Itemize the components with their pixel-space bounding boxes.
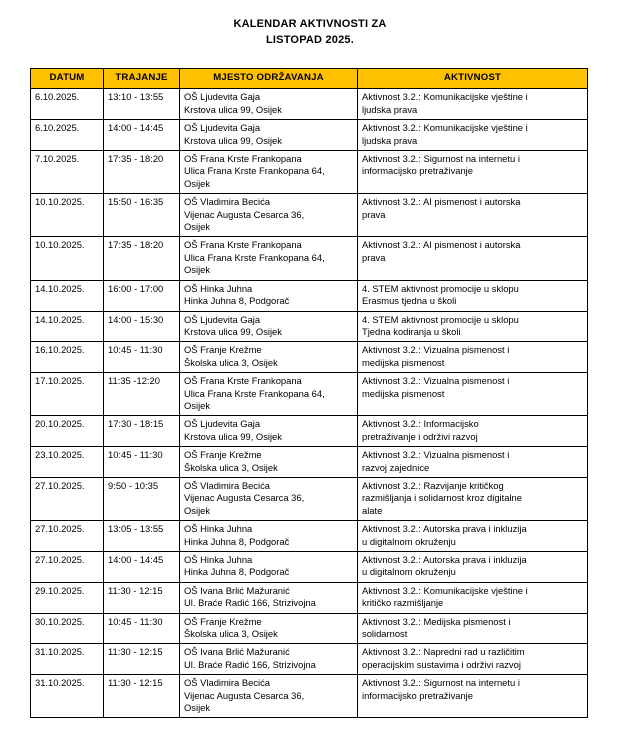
cell-mjesto [180,237,358,280]
cell-mjesto-line: Vijenac Augusta Cesarca 36, [184,492,305,504]
table-row [31,373,588,416]
cell-mjesto-line: OŠ Vladimira Becića [184,479,270,491]
cell-aktivnost [358,675,588,718]
cell-datum: 17.10.2025. [31,373,104,416]
cell-trajanje: 11:30 - 12:15 [104,644,180,675]
cell-mjesto-line: OŠ Ljudevita Gaja [184,313,261,325]
cell-mjesto-line: OŠ Frana Krste Frankopana [184,153,302,165]
cell-mjesto [180,342,358,373]
column-header-aktivnost: AKTIVNOST [358,69,588,89]
table-row [31,582,588,613]
cell-aktivnost-line: Aktivnost 3.2.: Komunikacijske vještine i [362,584,528,596]
cell-aktivnost [358,521,588,552]
cell-trajanje: 11:30 - 12:15 [104,675,180,718]
cell-aktivnost-line: Aktivnost 3.2.: Autorska prava i inkluzija [362,523,527,535]
cell-mjesto-line: OŠ Hinka Juhna [184,523,253,535]
cell-aktivnost-line: Aktivnost 3.2.: Razvijanje kritičkog [362,479,504,491]
column-header-datum: DATUM [31,69,104,89]
cell-datum: 10.10.2025. [31,237,104,280]
cell-mjesto-line: OŠ Franje Krežme [184,344,262,356]
cell-datum: 20.10.2025. [31,416,104,447]
cell-aktivnost-line: 4. STEM aktivnost promocije u sklopu [362,282,519,294]
cell-mjesto-line: Ulica Frana Krste Frankopana 64, [184,251,325,263]
cell-aktivnost-line: 4. STEM aktivnost promocije u sklopu [362,313,519,325]
cell-aktivnost-line: kritičko razmišljanje [362,597,444,609]
cell-mjesto [180,89,358,120]
cell-mjesto-line: Vijenac Augusta Cesarca 36, [184,689,305,701]
cell-aktivnost-line: prava [362,208,386,220]
cell-aktivnost-line: pretraživanje i održivi razvoj [362,430,478,442]
cell-aktivnost [358,644,588,675]
cell-aktivnost [358,582,588,613]
cell-aktivnost-line: u digitalnom okruženju [362,535,456,547]
table-row [31,477,588,520]
cell-trajanje: 14:00 - 14:45 [104,120,180,151]
cell-mjesto-line: Školska ulica 3, Osijek [184,628,278,640]
table-row [31,613,588,644]
activity-table [30,68,588,718]
cell-datum: 16.10.2025. [31,342,104,373]
cell-mjesto [180,311,358,342]
cell-trajanje: 13:05 - 13:55 [104,521,180,552]
cell-mjesto [180,582,358,613]
cell-mjesto-line: Vijenac Augusta Cesarca 36, [184,208,305,220]
page-title [30,16,590,48]
cell-mjesto [180,477,358,520]
cell-trajanje: 10:45 - 11:30 [104,613,180,644]
cell-trajanje: 17:30 - 18:15 [104,416,180,447]
cell-mjesto [180,552,358,583]
cell-aktivnost [358,280,588,311]
page-title-line-1: KALENDAR AKTIVNOSTI ZA [233,18,387,30]
cell-aktivnost-line: Erasmus tjedna u školi [362,295,457,307]
table-row [31,151,588,194]
cell-aktivnost [358,120,588,151]
cell-aktivnost-line: Aktivnost 3.2.: Komunikacijske vještine i [362,122,528,134]
cell-aktivnost-line: operacijskim sustavima i održivi razvoj [362,658,521,670]
cell-aktivnost-line: Aktivnost 3.2.: Vizualna pismenost i [362,375,510,387]
table-row [31,120,588,151]
cell-datum: 30.10.2025. [31,613,104,644]
cell-datum: 27.10.2025. [31,477,104,520]
cell-aktivnost-line: prava [362,251,386,263]
cell-datum: 31.10.2025. [31,644,104,675]
cell-aktivnost-line: Tjedna kodiranja u školi [362,325,461,337]
cell-aktivnost-line: razvoj zajednice [362,461,430,473]
cell-mjesto-line: Osijek [184,177,211,189]
cell-mjesto-line: Školska ulica 3, Osijek [184,461,278,473]
cell-aktivnost-line: ljudska prava [362,103,418,115]
cell-mjesto-line: OŠ Franje Krežme [184,449,262,461]
cell-aktivnost-line: Aktivnost 3.2.: Napredni rad u različitim [362,646,525,658]
cell-aktivnost [358,416,588,447]
cell-mjesto-line: Osijek [184,702,211,714]
cell-aktivnost-line: Aktivnost 3.2.: Medijska pismenost i [362,615,511,627]
table-row [31,447,588,478]
activity-table-wrapper [30,68,590,718]
cell-mjesto-line: Krstova ulica 99, Osijek [184,134,282,146]
cell-datum: 27.10.2025. [31,521,104,552]
cell-mjesto-line: Ul. Braće Radić 166, Strizivojna [184,597,316,609]
cell-aktivnost-line: Aktivnost 3.2.: Sigurnost na internetu i [362,677,520,689]
table-row [31,280,588,311]
cell-datum: 6.10.2025. [31,120,104,151]
cell-trajanje: 9:50 - 10:35 [104,477,180,520]
cell-aktivnost [358,447,588,478]
cell-mjesto [180,447,358,478]
cell-datum: 14.10.2025. [31,280,104,311]
cell-aktivnost-line: Aktivnost 3.2.: Informacijsko [362,418,479,430]
cell-datum: 23.10.2025. [31,447,104,478]
cell-trajanje: 14:00 - 15:30 [104,311,180,342]
cell-aktivnost-line: Aktivnost 3.2.: AI pismenost i autorska [362,196,521,208]
table-row [31,311,588,342]
cell-trajanje: 13:10 - 13:55 [104,89,180,120]
cell-trajanje: 15:50 - 16:35 [104,194,180,237]
cell-mjesto [180,194,358,237]
cell-datum: 29.10.2025. [31,582,104,613]
cell-mjesto-line: OŠ Ljudevita Gaja [184,122,261,134]
cell-mjesto [180,521,358,552]
cell-mjesto [180,675,358,718]
cell-aktivnost-line: solidarnost [362,628,408,640]
cell-mjesto [180,373,358,416]
cell-mjesto [180,120,358,151]
cell-aktivnost [358,613,588,644]
cell-datum: 7.10.2025. [31,151,104,194]
cell-aktivnost [358,342,588,373]
cell-mjesto-line: Krstova ulica 99, Osijek [184,430,282,442]
cell-mjesto-line: OŠ Hinka Juhna [184,282,253,294]
cell-aktivnost [358,151,588,194]
column-header-mjesto: MJESTO ODRŽAVANJA [180,69,358,89]
cell-mjesto-line: OŠ Vladimira Becića [184,196,270,208]
cell-mjesto-line: Hinka Juhna 8, Podgorač [184,535,290,547]
cell-trajanje: 10:45 - 11:30 [104,447,180,478]
cell-mjesto [180,613,358,644]
cell-mjesto-line: Školska ulica 3, Osijek [184,356,278,368]
cell-datum: 10.10.2025. [31,194,104,237]
cell-mjesto-line: OŠ Vladimira Becića [184,677,270,689]
cell-mjesto-line: Ulica Frana Krste Frankopana 64, [184,387,325,399]
column-header-trajanje: TRAJANJE [104,69,180,89]
cell-mjesto-line: Krstova ulica 99, Osijek [184,325,282,337]
table-header-row [31,69,588,89]
cell-aktivnost-line: informacijsko pretraživanje [362,165,473,177]
cell-trajanje: 11:35 -12:20 [104,373,180,416]
cell-aktivnost-line: alate [362,504,383,516]
cell-aktivnost-line: Aktivnost 3.2.: Autorska prava i inkluzija [362,554,527,565]
cell-mjesto-line: OŠ Hinka Juhna [184,554,253,565]
cell-mjesto-line: OŠ Ivana Brlić Mažuranić [184,584,290,596]
cell-aktivnost [358,89,588,120]
table-row [31,552,588,583]
cell-mjesto-line: Ulica Frana Krste Frankopana 64, [184,165,325,177]
cell-trajanje: 14:00 - 14:45 [104,552,180,583]
cell-trajanje: 11:30 - 12:15 [104,582,180,613]
cell-mjesto-line: OŠ Ljudevita Gaja [184,91,261,103]
cell-mjesto-line: Ul. Braće Radić 166, Strizivojna [184,658,316,670]
cell-aktivnost-line: medijska pismenost [362,356,445,368]
cell-aktivnost [358,311,588,342]
cell-mjesto [180,644,358,675]
page-title-line-2: LISTOPAD 2025. [266,34,354,46]
cell-mjesto-line: Krstova ulica 99, Osijek [184,103,282,115]
cell-mjesto [180,151,358,194]
cell-aktivnost [358,194,588,237]
table-row [31,416,588,447]
cell-mjesto-line: Osijek [184,221,211,233]
table-row [31,89,588,120]
cell-datum: 27.10.2025. [31,552,104,583]
cell-aktivnost [358,237,588,280]
cell-aktivnost-line: Aktivnost 3.2.: Vizualna pismenost i [362,344,510,356]
cell-mjesto-line: OŠ Ljudevita Gaja [184,418,261,430]
cell-mjesto-line: Osijek [184,264,211,276]
table-row [31,237,588,280]
cell-aktivnost-line: Aktivnost 3.2.: Sigurnost na internetu i [362,153,520,165]
cell-trajanje: 17:35 - 18:20 [104,237,180,280]
cell-datum: 31.10.2025. [31,675,104,718]
cell-aktivnost-line: Aktivnost 3.2.: Vizualna pismenost i [362,449,510,461]
cell-mjesto-line: Osijek [184,504,211,516]
cell-aktivnost [358,373,588,416]
cell-datum: 6.10.2025. [31,89,104,120]
table-row [31,194,588,237]
table-row [31,675,588,718]
table-body [31,89,588,718]
cell-aktivnost-line: medijska pismenost [362,387,445,399]
cell-aktivnost [358,477,588,520]
table-row [31,644,588,675]
cell-mjesto-line: OŠ Frana Krste Frankopana [184,375,302,387]
cell-mjesto-line: OŠ Frana Krste Frankopana [184,239,302,251]
table-row [31,521,588,552]
cell-mjesto [180,416,358,447]
table-row [31,342,588,373]
table-header [31,69,588,89]
cell-datum: 14.10.2025. [31,311,104,342]
cell-mjesto-line: OŠ Ivana Brlić Mažuranić [184,646,290,658]
cell-mjesto-line: Hinka Juhna 8, Podgorač [184,295,290,307]
cell-trajanje: 17:35 - 18:20 [104,151,180,194]
cell-mjesto-line: Osijek [184,399,211,411]
cell-aktivnost-line: informacijsko pretraživanje [362,689,473,701]
cell-mjesto-line: OŠ Franje Krežme [184,615,262,627]
cell-aktivnost-line: ljudska prava [362,134,418,146]
cell-aktivnost-line: Aktivnost 3.2.: Komunikacijske vještine i [362,91,528,103]
cell-aktivnost-line: razmišljanja i solidarnost kroz digitalne [362,492,522,504]
cell-mjesto [180,280,358,311]
cell-trajanje: 16:00 - 17:00 [104,280,180,311]
cell-aktivnost-line: Aktivnost 3.2.: AI pismenost i autorska [362,239,521,251]
cell-aktivnost [358,552,588,583]
cell-mjesto-line: Hinka Juhna 8, Podgorač [184,566,290,578]
cell-aktivnost-line: u digitalnom okruženju [362,566,456,578]
cell-trajanje: 10:45 - 11:30 [104,342,180,373]
